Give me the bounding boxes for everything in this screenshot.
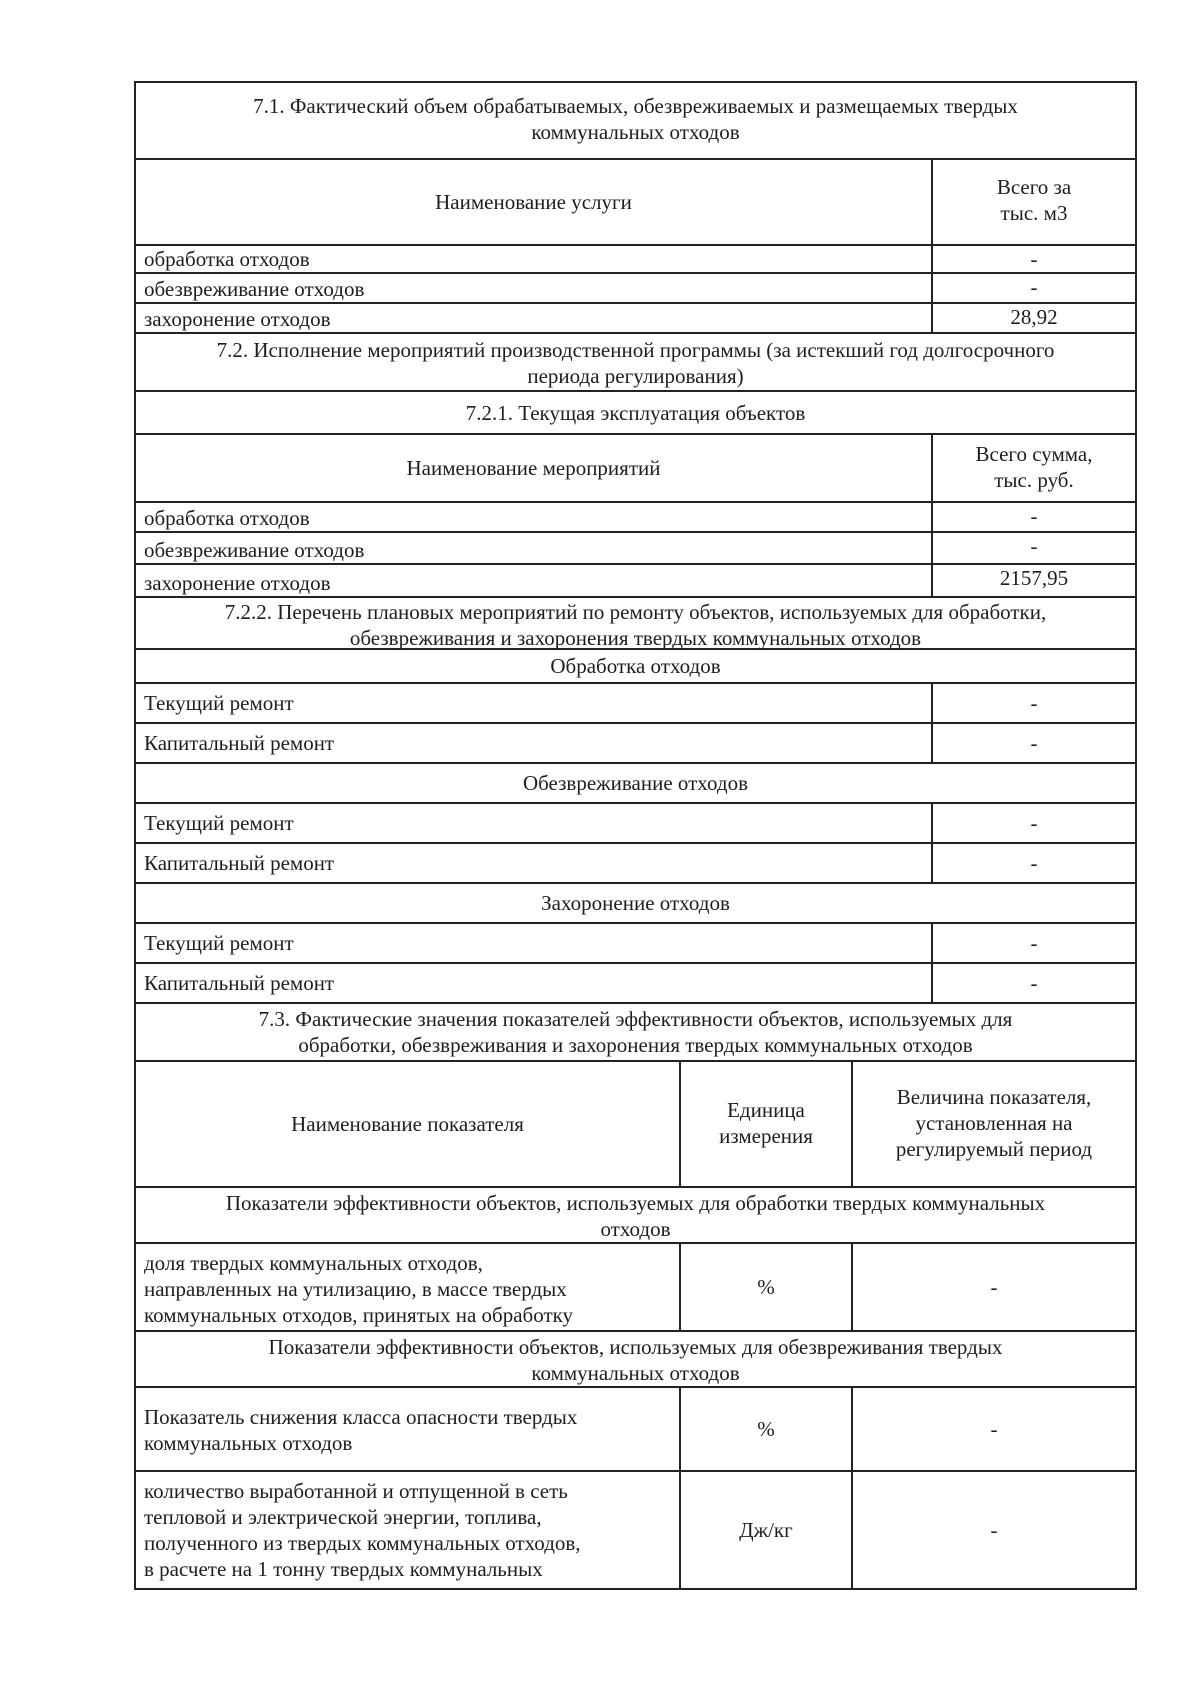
table-row bbox=[136, 244, 1135, 272]
row-value: 28,92 bbox=[931, 304, 1135, 332]
group-title-row bbox=[136, 1186, 1135, 1242]
table-row bbox=[136, 802, 1135, 842]
row-value: - bbox=[851, 1388, 1135, 1470]
row-value: - bbox=[931, 503, 1135, 531]
row-name: количество выработанной и отпущенной в сеть тепловой и электрической энергии, топлива, полученного из твердых коммунальных отходов, в расчете на 1 тонну твердых коммунальных bbox=[144, 1479, 581, 1581]
section-7-1-title-row bbox=[136, 83, 1135, 158]
row-name: обработка отходов bbox=[144, 506, 310, 530]
row-name: Показатель снижения класса опасности твердых коммунальных отходов bbox=[144, 1405, 578, 1455]
section-7-3-title-row bbox=[136, 1002, 1135, 1060]
row-value: - bbox=[931, 533, 1135, 563]
table-row bbox=[136, 1386, 1135, 1470]
column-header-total-sum: Всего сумма, тыс. руб. bbox=[931, 435, 1135, 501]
row-value: - bbox=[931, 804, 1135, 842]
table-row bbox=[136, 302, 1135, 332]
section-7-2-title: 7.2. Исполнение мероприятий производственной программы (за истекший год долгосрочного периода регулирования) bbox=[216, 338, 1055, 388]
row-value: 2157,95 bbox=[931, 565, 1135, 596]
row-name: Капитальный ремонт bbox=[144, 971, 335, 995]
table-row bbox=[136, 922, 1135, 962]
column-header-unit: Единица измерения bbox=[679, 1062, 851, 1186]
row-name: доля твердых коммунальных отходов, направленных на утилизацию, в массе твердых коммунальных отходов, принятых на обработку bbox=[144, 1251, 574, 1327]
section-7-3-header-row bbox=[136, 1060, 1135, 1186]
column-header-service-name: Наименование услуги bbox=[435, 190, 632, 214]
table-row bbox=[136, 842, 1135, 882]
row-value: - bbox=[931, 274, 1135, 302]
row-value: - bbox=[931, 844, 1135, 882]
table-row bbox=[136, 501, 1135, 531]
group-title: Захоронение отходов bbox=[541, 891, 730, 915]
row-unit: % bbox=[679, 1244, 851, 1330]
table-row bbox=[136, 1242, 1135, 1330]
section-7-2-1-header-row bbox=[136, 433, 1135, 501]
section-7-3-title: 7.3. Фактические значения показателей эффективности объектов, используемых для обработки, обезвреживания и захоронения твердых коммунальных отходов bbox=[258, 1007, 1013, 1057]
group-title: Обезвреживание отходов bbox=[522, 771, 749, 795]
table-row bbox=[136, 962, 1135, 1002]
row-name: захоронение отходов bbox=[144, 307, 331, 331]
row-unit: % bbox=[679, 1388, 851, 1470]
row-name: обработка отходов bbox=[144, 247, 310, 271]
row-value: - bbox=[931, 684, 1135, 722]
group-title-neutralization: Показатели эффективности объектов, используемых для обезвреживания твердых коммунальных отходов bbox=[268, 1335, 1003, 1385]
table-row bbox=[136, 563, 1135, 596]
section-7-2-2-title-row bbox=[136, 596, 1135, 648]
table-row bbox=[136, 531, 1135, 563]
group-title-row bbox=[136, 1330, 1135, 1386]
row-name: Капитальный ремонт bbox=[144, 731, 335, 755]
table-row bbox=[136, 722, 1135, 762]
row-name: Текущий ремонт bbox=[144, 691, 294, 715]
row-value: - bbox=[851, 1244, 1135, 1330]
table-row bbox=[136, 272, 1135, 302]
section-7-2-title-row bbox=[136, 332, 1135, 390]
report-table bbox=[134, 81, 1137, 1590]
row-name: обезвреживание отходов bbox=[144, 538, 365, 562]
row-name: Капитальный ремонт bbox=[144, 851, 335, 875]
section-7-2-1-title-row bbox=[136, 390, 1135, 433]
row-value: - bbox=[931, 964, 1135, 1002]
column-header-indicator-name: Наименование показателя bbox=[291, 1112, 524, 1136]
group-title-row bbox=[136, 882, 1135, 922]
group-title-row bbox=[136, 762, 1135, 802]
row-value: - bbox=[851, 1472, 1135, 1588]
column-header-activity-name: Наименование мероприятий bbox=[406, 456, 661, 480]
row-name: обезвреживание отходов bbox=[144, 277, 365, 301]
section-7-1-header-row bbox=[136, 158, 1135, 244]
table-row bbox=[136, 682, 1135, 722]
section-7-1-title: 7.1. Фактический объем обрабатываемых, обезвреживаемых и размещаемых твердых коммунальных отходов bbox=[253, 94, 1018, 144]
section-7-2-2-title: 7.2.2. Перечень плановых мероприятий по ремонту объектов, используемых для обработки, обезвреживания и захоронения твердых коммунальных отходов bbox=[224, 600, 1047, 650]
section-7-2-1-title: 7.2.1. Текущая эксплуатация объектов bbox=[465, 400, 806, 425]
table-row bbox=[136, 1470, 1135, 1588]
row-unit: Дж/кг bbox=[679, 1472, 851, 1588]
row-value: - bbox=[931, 246, 1135, 272]
group-title: Обработка отходов bbox=[550, 654, 721, 678]
column-header-total: Всего за тыс. м3 bbox=[931, 160, 1135, 244]
column-header-value: Величина показателя, установленная на регулируемый период bbox=[851, 1062, 1135, 1186]
row-name: Текущий ремонт bbox=[144, 931, 294, 955]
group-title-row bbox=[136, 648, 1135, 682]
row-name: захоронение отходов bbox=[144, 571, 331, 595]
row-value: - bbox=[931, 724, 1135, 762]
group-title-processing: Показатели эффективности объектов, используемых для обработки твердых коммунальных отходов bbox=[225, 1191, 1046, 1241]
row-value: - bbox=[931, 924, 1135, 962]
row-name: Текущий ремонт bbox=[144, 811, 294, 835]
